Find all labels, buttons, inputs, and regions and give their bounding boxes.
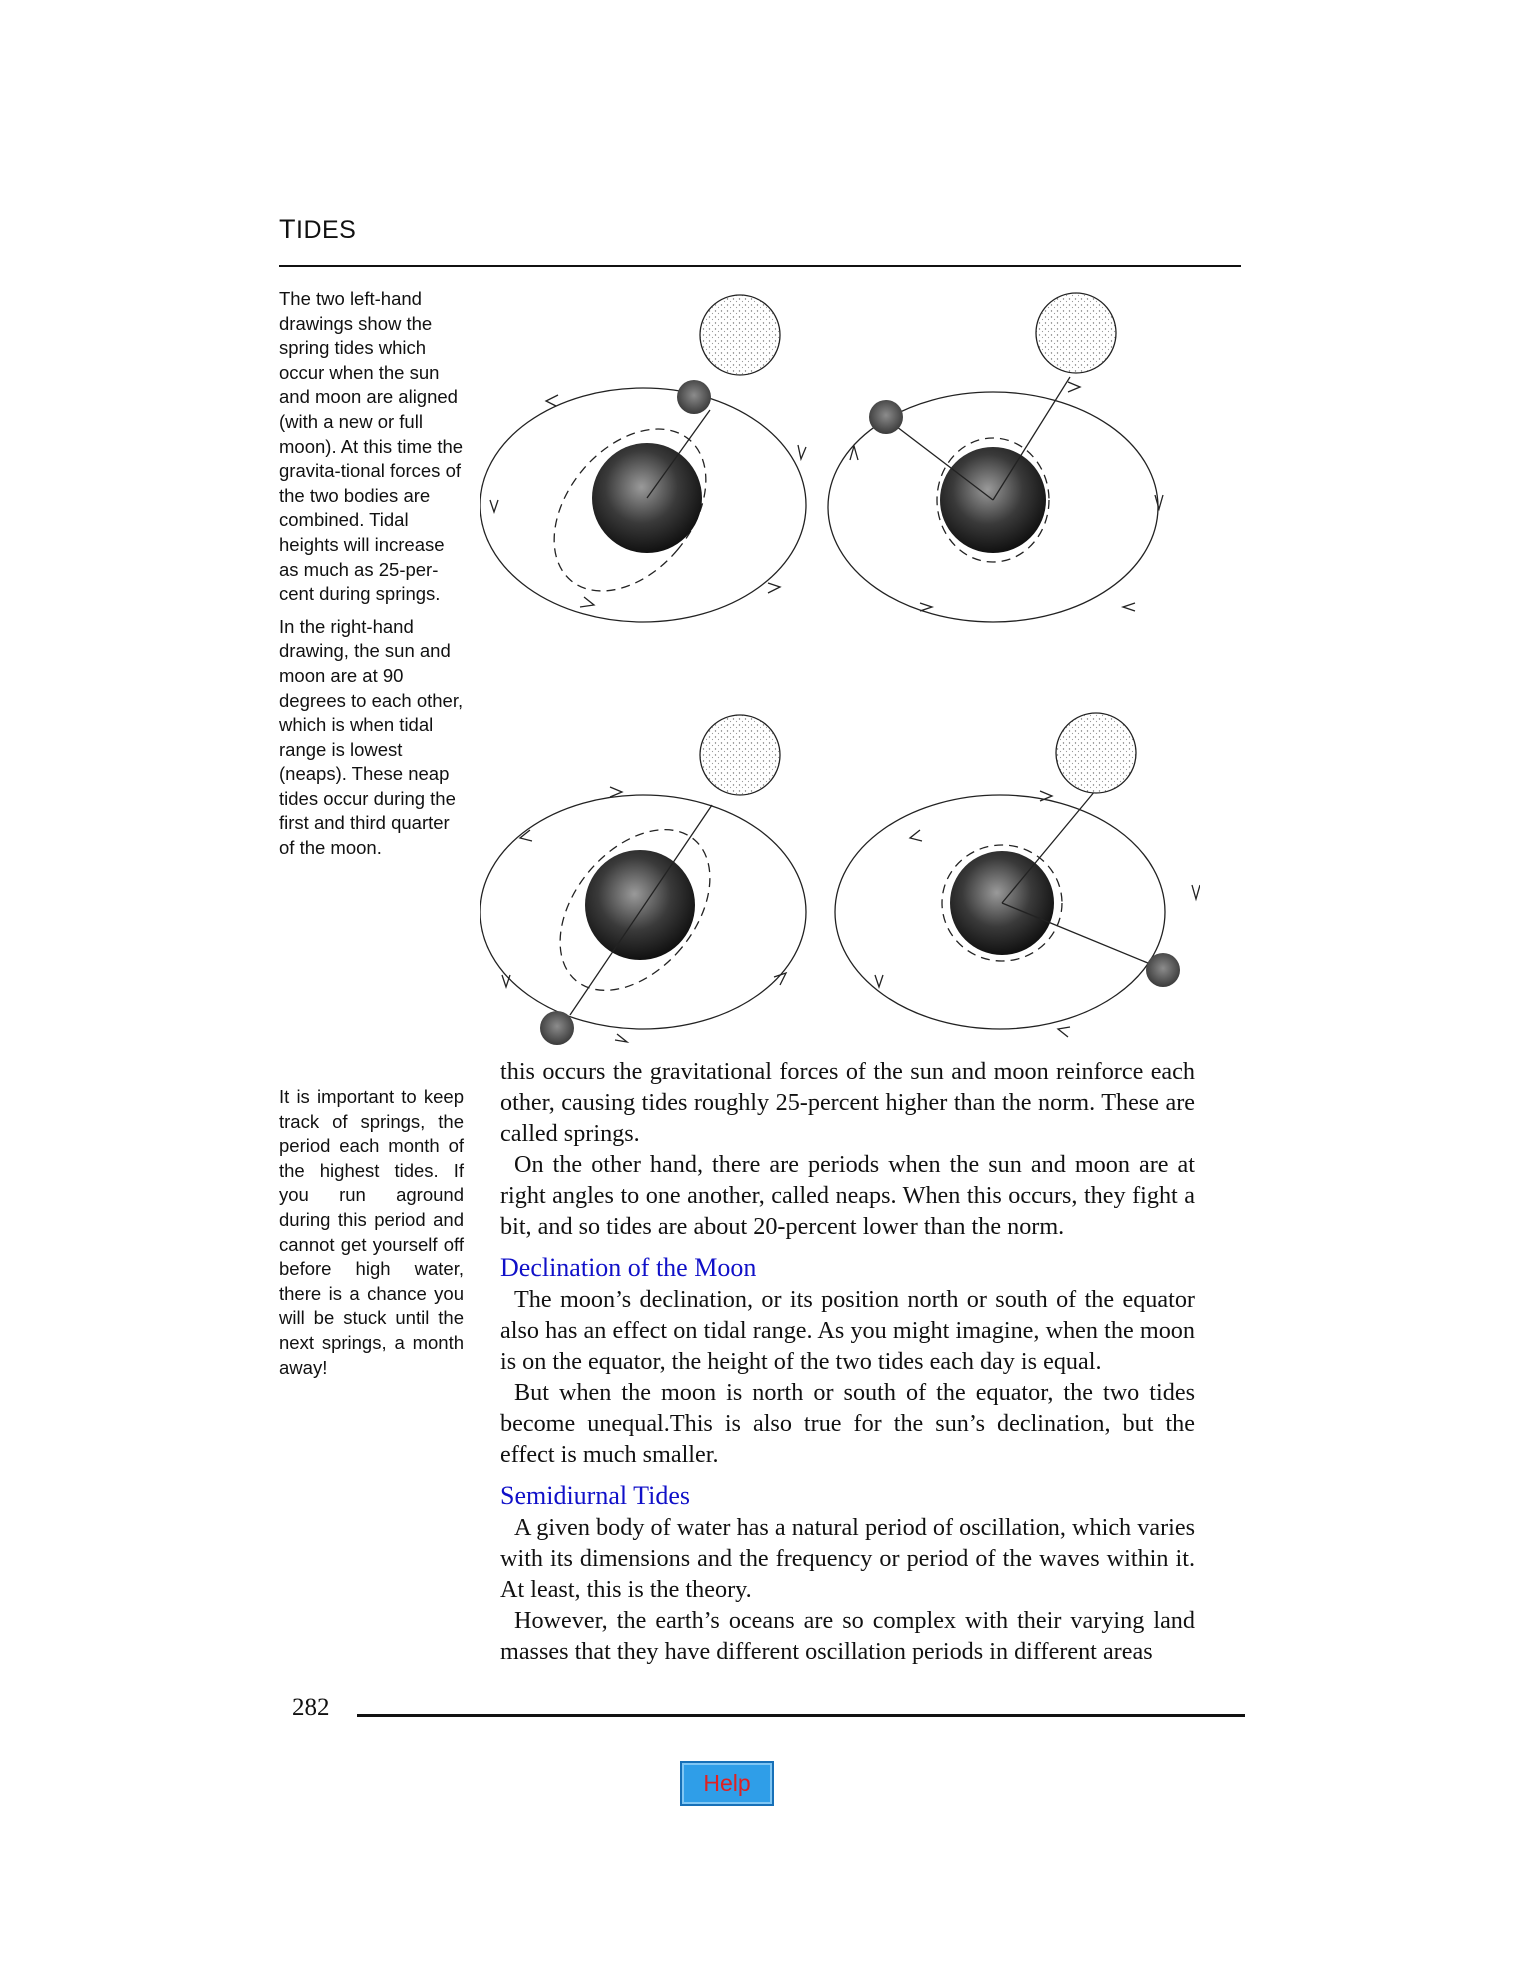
body-paragraph-1: this occurs the gravitational forces of the sun and moon reinforce each other, causing tides roughly 25-percent higher than the norm. These are called springs. bbox=[500, 1058, 1195, 1147]
neap-tide-third-quarter-panel bbox=[835, 713, 1200, 1037]
caption-paragraph-neaps: In the right-hand drawing, the sun and moon are at 90 degrees to each other, which is when tidal range is lowest (neaps). These neap tides occur during the first and third quarter of the moon. bbox=[279, 615, 464, 859]
caption-paragraph-springs: The two left-hand drawings show the spring tides which occur when the sun and moon are aligned (with a new or full moon). At this time the gravita-tional forces of the two bodies are combined. Tidal heights will increase as much as 25-per-cent during springs. bbox=[279, 288, 464, 605]
margin-note bbox=[279, 1085, 464, 1388]
neap-tide-first-quarter-panel bbox=[828, 293, 1163, 622]
main-text bbox=[500, 1056, 1195, 1667]
heading-declination: Declination of the Moon bbox=[500, 1253, 757, 1282]
margin-note-text: It is important to keep track of springs, the period each month of the highest tides. If you run aground during this period and cannot get yourself off before high water, there is a chance you will be stuck until the next springs, a month away! bbox=[279, 1086, 464, 1378]
running-header: TIDES bbox=[279, 214, 357, 244]
tides-diagram bbox=[480, 285, 1200, 1045]
body-paragraph-6: However, the earth’s oceans are so complex with their varying land masses that they have different oscillation periods in different areas bbox=[500, 1607, 1195, 1665]
header-rule bbox=[279, 265, 1241, 267]
body-paragraph-4: But when the moon is north or south of the equator, the two tides become unequal.This is also true for the sun’s declination, but the effect is much smaller. bbox=[500, 1379, 1195, 1468]
footer-rule bbox=[357, 1714, 1245, 1717]
body-paragraph-2: On the other hand, there are periods when the sun and moon are at right angles to one another, called neaps. When this occurs, they fight a bit, and so tides are about 20-percent lower than the norm. bbox=[500, 1151, 1195, 1240]
spring-tide-full-moon-panel bbox=[480, 715, 806, 1045]
body-paragraph-3: The moon’s declination, or its position north or south of the equator also has an effect on tidal range. As you might imagine, when the moon is on the equator, the height of the two tides each day is equal. bbox=[500, 1286, 1195, 1375]
figure-caption bbox=[279, 287, 464, 869]
spring-tide-new-moon-panel bbox=[480, 295, 806, 622]
help-button[interactable]: Help bbox=[680, 1761, 774, 1806]
body-paragraph-5: A given body of water has a natural period of oscillation, which varies with its dimensions and the frequency or period of the waves within it. At least, this is the theory. bbox=[500, 1514, 1195, 1603]
heading-semidiurnal: Semidiurnal Tides bbox=[500, 1481, 690, 1510]
page-number: 282 bbox=[292, 1694, 330, 1721]
